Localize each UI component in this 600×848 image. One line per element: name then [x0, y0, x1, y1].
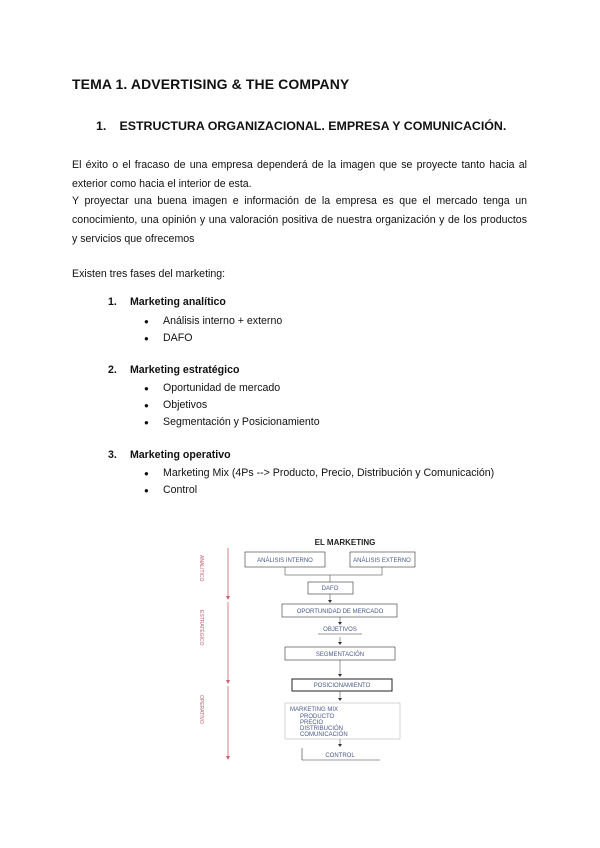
- arrow-head: [328, 600, 332, 603]
- paragraph-1: El éxito o el fracaso de una empresa dependerá de la imagen que se proyecte tanto hacia al exterior como hacia el interior de esta.: [72, 159, 527, 190]
- section-number: 1.: [96, 119, 107, 133]
- phase-title: Marketing estratégico: [129, 364, 240, 376]
- arrow-head: [338, 674, 342, 677]
- mix-item: PRECIO: [300, 720, 324, 726]
- phase-arrow-head: [226, 756, 230, 760]
- arrow-head: [338, 622, 342, 625]
- section-heading: [96, 119, 506, 133]
- diagram-title: EL MARKETING: [314, 538, 376, 547]
- paragraph-2: Y proyectar una buena imagen e información de la empresa es que el mercado tenga un conocimiento, una opinión y una valoración positiva de nuestra organización y de los productos y servicios que ofrecemos: [72, 195, 527, 245]
- section-title: ESTRUCTURA ORGANIZACIONAL. EMPRESA Y COMUNICACIÓN.: [119, 119, 507, 133]
- phase-bullet-list: [144, 465, 494, 499]
- phase-number: 2.: [108, 364, 117, 376]
- list-item: ● Análisis interno + externo: [144, 313, 282, 330]
- box-label-objetivos: OBJETIVOS: [323, 627, 357, 633]
- document-title: TEMA 1. ADVERTISING & THE COMPANY: [72, 76, 350, 92]
- phase-heading: [108, 364, 239, 376]
- list-item: ● Oportunidad de mercado: [144, 380, 320, 397]
- arrow-head: [338, 642, 342, 645]
- phase-bullet-list: [144, 380, 320, 431]
- mix-title: MARKETING MIX: [290, 707, 339, 713]
- box-label: CONTROL: [325, 753, 355, 759]
- box-label: OPORTUNIDAD DE MERCADO: [296, 609, 384, 615]
- arrow-head: [338, 698, 342, 701]
- phase-title: Marketing analítico: [129, 296, 226, 308]
- list-item: ● Control: [144, 482, 494, 499]
- marketing-diagram: [190, 530, 420, 770]
- box-label: POSICIONAMIENTO: [313, 683, 371, 689]
- phase-arrow-head: [226, 596, 230, 600]
- side-label-operativo: OPERATIVO: [198, 695, 204, 724]
- mix-item: DISTRIBUCIÓN: [300, 726, 344, 732]
- side-label-analitico: ANALÍTICO: [198, 555, 204, 582]
- list-item: ● Segmentación y Posicionamiento: [144, 414, 320, 431]
- mix-item: COMUNICACIÓN: [300, 732, 348, 738]
- phase-bullet-list: [144, 313, 282, 347]
- list-item: ● Objetivos: [144, 397, 320, 414]
- phase-heading: [108, 296, 226, 308]
- list-item: ● DAFO: [144, 330, 282, 347]
- phases-intro: Existen tres fases del marketing:: [72, 268, 226, 280]
- phase-title: Marketing operativo: [129, 449, 231, 461]
- side-label-estrategico: ESTRATÉGICO: [198, 610, 204, 646]
- box-label: ANÁLISIS EXTERNO: [353, 558, 411, 564]
- box-label: DAFO: [321, 586, 339, 592]
- phase-heading: [108, 449, 231, 461]
- phase-number: 3.: [108, 449, 117, 461]
- mix-item: PRODUCTO: [300, 714, 335, 720]
- phase-number: 1.: [108, 296, 117, 308]
- arrow-head: [338, 744, 342, 747]
- list-item: ● Marketing Mix (4Ps --> Producto, Precio, Distribución y Comunicación): [144, 465, 494, 482]
- phase-arrow-head: [226, 680, 230, 684]
- box-label: ANÁLISIS INTERNO: [257, 558, 313, 564]
- box-label: SEGMENTACIÓN: [315, 652, 365, 658]
